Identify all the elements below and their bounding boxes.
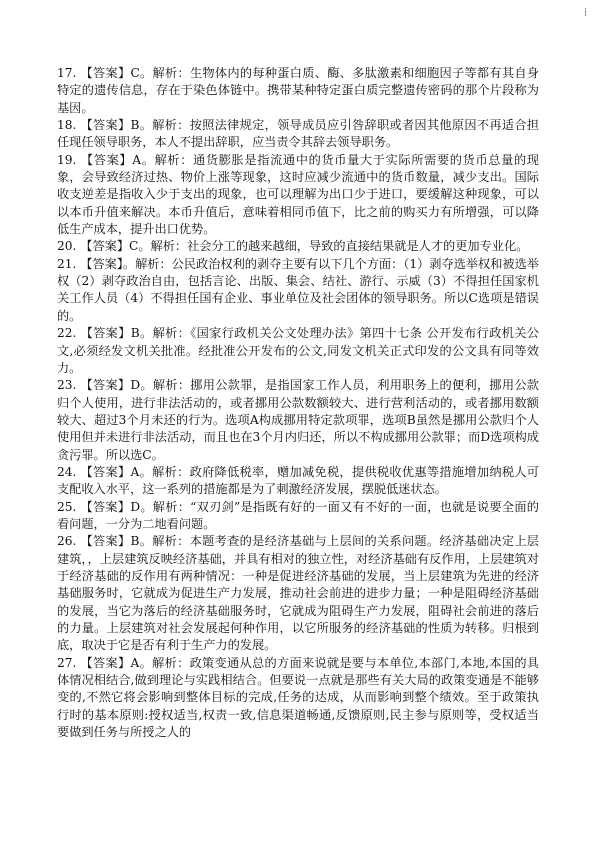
answer-item-27: 27. 【答案】A。解析：政策变通从总的方面来说就是要与本单位,本部门,本地,本国的具体情况相结合,做到理论与实践相结合。但要说一点就是那些有关大局的政策变通是不能够变的,不然它将会影响到整体目标的完成,任务的达成，从而影响到整个绩效。至于政策执行时的基本原则:授权适当,权责一致,信息渠道畅通,反馈原则,民主参与原则等，受权适当要做到任务与所授之人的	[57, 655, 539, 740]
answer-item-24: 24. 【答案】A。解析：政府降低税率，赠加减免税，提供税收优惠等措施增加纳税人可支配收入水平，这一系列的措施都是为了刺激经济发展，摆脱低迷状态。	[57, 464, 539, 497]
answer-explanations	[57, 65, 539, 741]
answer-item-18: 18. 【答案】B。解析：按照法律规定，领导成员应引咎辞职或者因其他原因不再适合担任现任领导职务，本人不提出辞职，应当责令其辞去领导职务。	[57, 118, 539, 150]
answer-item-21: 21. 【答案】。解析：公民政治权利的剥夺主要有以下几个方面：（1）剥夺选举权和被选举权（2）剥夺政治自由，包括言论、出版、集会、结社、游行、示威（3）不得担任国家机关工作人员（4）不得担任国有企业、事业单位及社会团体的领导职务。所以C选项是错误的。	[57, 256, 539, 323]
corner-mark: i	[583, 6, 587, 19]
answer-item-20: 20. 【答案】C。解析：社会分工的越来越细，导致的直接结果就是人才的更加专业化。	[57, 239, 529, 254]
answer-item-23: 23. 【答案】D。解析：挪用公款罪，是指国家工作人员，利用职务上的便利，挪用公款归个人使用，进行非法活动的，或者挪用公款数额较大、进行营利活动的，或者挪用数额较大、超过3个月未还的行为。选项A构成挪用特定款项罪，选项B虽然是挪用公款归个人使用但并未进行非法活动，而且也在3个月内归还，所以不构成挪用公款罪；而D选项构成贪污罪。所以选C。	[57, 378, 539, 462]
answer-item-26: 26. 【答案】B。解析：本题考查的是经济基础与上层间的关系问题。经济基础决定上层建筑，，上层建筑反映经济基础，并具有相对的独立性，对经济基础有反作用，上层建筑对于经济基础的反作用有两种情况：一种是促进经济基础的发展，当上层建筑为先进的经济基础服务时，它就成为促进生产力发展，推动社会前进的进步力量；一种是阻碍经济基础的发展，当它为落后的经济基础服务时，它就成为阻碍生产力发展，阻碍社会前进的落后的力量。上层建筑对社会发展起何种作用，以它所服务的经济基础的性质为转移。归根到底，取决于它是否有利于生产力的发展。	[57, 534, 539, 653]
answer-item-17: 17. 【答案】C。解析：生物体内的每种蛋白质、酶、多肽激素和细胞因子等都有其自身特定的遗传信息，存在于染色体链中。携带某种特定蛋白质完整遗传密码的那个片段称为基因。	[57, 66, 539, 115]
answer-item-22: 22. 【答案】B。解析：《国家行政机关公文处理办法》第四十七条 公开发布行政机关公文,必须经发文机关批准。经批准公开发布的公文,同发文机关正式印发的公文具有同等效力。	[57, 326, 539, 375]
answer-item-19: 19. 【答案】A。解析：通货膨胀是指流通中的货币量大于实际所需要的货币总量的现象，会导致经济过热、物价上涨等现象，这时应减少流通中的货币数量，减少支出。国际收支逆差是指收入少于支出的现象，也可以理解为出口少于进口，要缓解这种现象，可以以本币升值来解决。本币升值后，意味着相同币值下，比之前的购买力有所增强，可以降低生产成本，提升出口优势。	[57, 152, 539, 237]
answer-item-25: 25. 【答案】D。解析：“双刃剑”是指既有好的一面又有不好的一面，也就是说要全面的看问题，一分为二地看问题。	[57, 499, 539, 531]
